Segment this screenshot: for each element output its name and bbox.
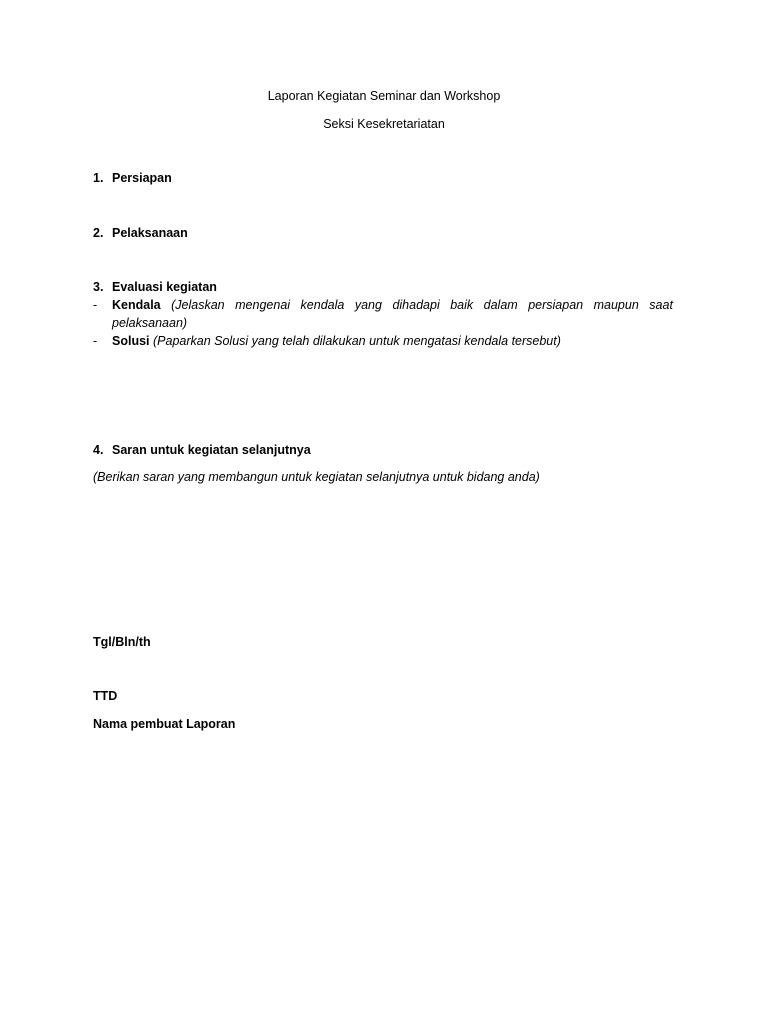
kendala-line <box>112 297 673 313</box>
bullet-dash: - <box>93 334 98 348</box>
section-heading: Pelaksanaan <box>112 226 188 240</box>
kendala-word: mengenai <box>235 298 291 312</box>
document-subtitle: Seksi Kesekretariatan <box>323 117 445 131</box>
kendala-continuation: pelaksanaan) <box>112 316 188 330</box>
kendala-word: (Jelaskan <box>171 298 225 312</box>
kendala-word: maupun <box>593 298 639 312</box>
document-title: Laporan Kegiatan Seminar dan Workshop <box>267 89 501 103</box>
saran-note: (Berikan saran yang membangun untuk kegiatan selanjutnya untuk bidang anda) <box>93 470 540 484</box>
section-number: 4. <box>93 443 104 457</box>
solusi-line <box>112 333 561 349</box>
section-heading: Evaluasi kegiatan <box>112 280 217 294</box>
solusi-text: (Paparkan Solusi yang telah dilakukan untuk mengatasi kendala tersebut) <box>153 334 561 348</box>
section-heading: Saran untuk kegiatan selanjutnya <box>112 443 311 457</box>
solusi-label: Solusi <box>112 334 150 348</box>
section-number: 3. <box>93 280 104 294</box>
kendala-word: yang <box>354 298 382 312</box>
author-label: Nama pembuat Laporan <box>93 717 236 731</box>
kendala-word: baik <box>450 298 474 312</box>
section-number: 2. <box>93 226 104 240</box>
kendala-label: Kendala <box>112 298 161 312</box>
section-heading: Persiapan <box>112 171 172 185</box>
bullet-dash: - <box>93 298 98 312</box>
kendala-word: dalam <box>483 298 518 312</box>
section-number: 1. <box>93 171 104 185</box>
kendala-word: saat <box>649 298 673 312</box>
date-label: Tgl/Bln/th <box>93 635 151 649</box>
kendala-word: persiapan <box>528 298 584 312</box>
kendala-word: dihadapi <box>392 298 440 312</box>
signature-label: TTD <box>93 689 118 703</box>
kendala-word: kendala <box>300 298 345 312</box>
